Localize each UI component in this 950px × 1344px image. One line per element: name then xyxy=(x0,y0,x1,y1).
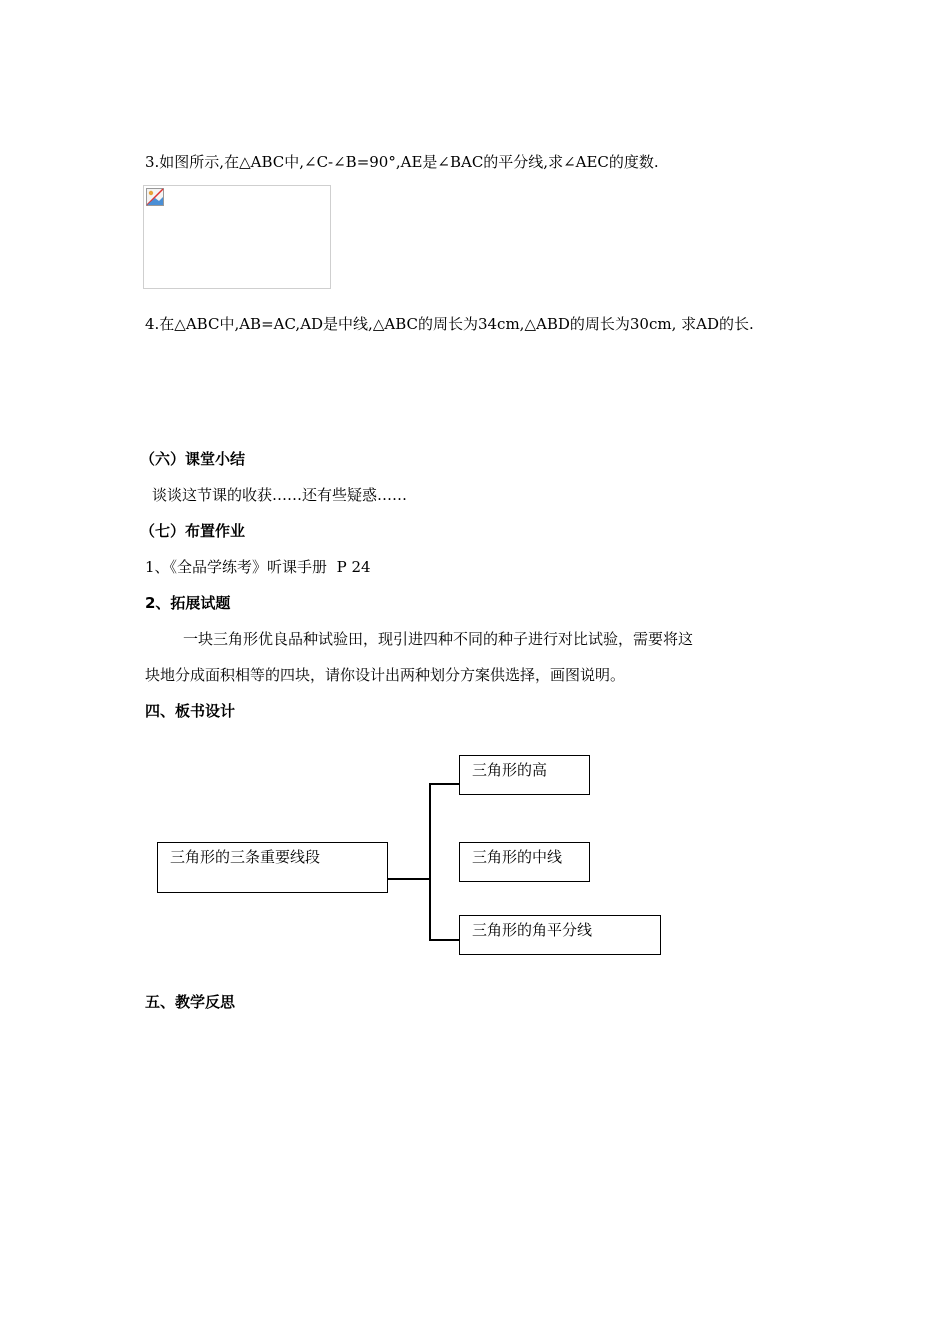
diagram-root-box: 三角形的三条重要线段 xyxy=(157,842,388,893)
section-7-heading: （七）布置作业 xyxy=(140,522,246,540)
section-four-heading: 四、板书设计 xyxy=(145,702,236,720)
connector-branch-3 xyxy=(429,939,460,941)
diagram-child-box-3: 三角形的角平分线 xyxy=(459,915,661,955)
question-4: 4.在△ABC中,AB=AC,AD是中线,△ABC的周长为34cm,△ABD的周长为30cm, 求AD的长. xyxy=(145,315,754,333)
homework-item-2: 2、拓展试题 xyxy=(145,594,231,612)
connector-horizontal-root xyxy=(388,878,430,880)
section-five-heading: 五、教学反思 xyxy=(145,993,236,1011)
diagram-child-box-2: 三角形的中线 xyxy=(459,842,590,882)
extension-paragraph-line-1: 一块三角形优良品种试验田，现引进四种不同的种子进行对比试验，需要将这 xyxy=(183,630,694,648)
extension-paragraph-line-2: 块地分成面积相等的四块，请你设计出两种划分方案供选择，画图说明。 xyxy=(145,666,626,684)
section-6-text: 谈谈这节课的收获……还有些疑惑…… xyxy=(152,486,408,504)
question-3: 3.如图所示,在△ABC中,∠C-∠B=90°,AE是∠BAC的平分线,求∠AEC的度数. xyxy=(145,153,659,171)
section-6-heading: （六）课堂小结 xyxy=(140,450,246,468)
homework-item-1: 1、《全品学练考》听课手册 P 24 xyxy=(145,558,371,576)
connector-branch-1 xyxy=(429,783,460,785)
connector-vertical xyxy=(429,783,431,940)
broken-image-icon xyxy=(146,188,164,206)
figure-placeholder xyxy=(143,185,331,289)
diagram-child-box-1: 三角形的高 xyxy=(459,755,590,795)
